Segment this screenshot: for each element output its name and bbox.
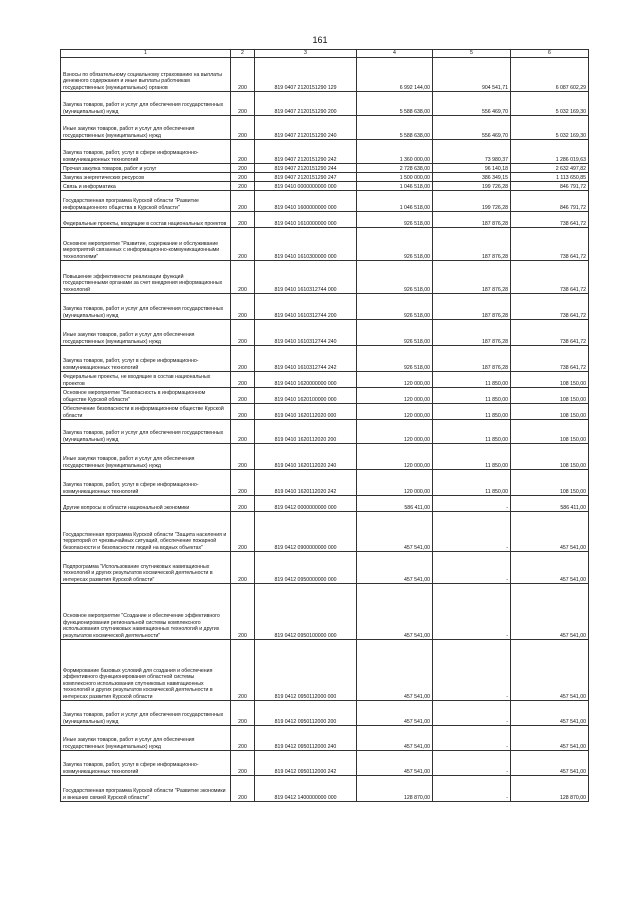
- row-line-code-cell: 200: [231, 140, 255, 164]
- row-unexecuted-cell: 738 641,72: [511, 294, 589, 320]
- row-line-code-cell: 200: [231, 346, 255, 372]
- row-budget-code-cell: 819 0407 2120151290 247: [255, 173, 357, 182]
- row-budget-code-cell: 819 0412 0950112000 000: [255, 640, 357, 701]
- row-name-cell: Формирование базовых условий для создания и обеспечения эффективного функционирования областной системы комплексного использования спутниковых навигационных технологий и других результатов космической деятельности в интересах развития Курской области: [61, 640, 231, 701]
- row-approved-cell: 120 000,00: [357, 388, 433, 404]
- row-approved-cell: 457 541,00: [357, 552, 433, 584]
- row-budget-code-cell: 819 0407 2120151290 129: [255, 58, 357, 92]
- row-approved-cell: 1 046 518,00: [357, 182, 433, 191]
- row-name-cell: Закупка энергетических ресурсов: [61, 173, 231, 182]
- row-executed-cell: 187 876,28: [433, 294, 511, 320]
- row-unexecuted-cell: 846 791,72: [511, 191, 589, 212]
- row-line-code-cell: 200: [231, 320, 255, 346]
- row-executed-cell: -: [433, 701, 511, 726]
- row-line-code-cell: 200: [231, 294, 255, 320]
- row-budget-code-cell: 819 0410 1620112020 240: [255, 444, 357, 470]
- row-executed-cell: -: [433, 512, 511, 552]
- row-executed-cell: 556 469,70: [433, 116, 511, 140]
- row-approved-cell: 120 000,00: [357, 444, 433, 470]
- row-budget-code-cell: 819 0410 1610312744 000: [255, 261, 357, 294]
- table-body: [61, 58, 589, 802]
- row-line-code-cell: 200: [231, 701, 255, 726]
- table-row: [61, 294, 589, 320]
- row-name-cell: Иные закупки товаров, работ и услуг для обеспечения государственных (муниципальных) нужд: [61, 726, 231, 751]
- row-executed-cell: 187 876,28: [433, 261, 511, 294]
- column-header: 6: [511, 50, 589, 58]
- table-row: [61, 776, 589, 802]
- row-unexecuted-cell: 738 641,72: [511, 212, 589, 228]
- row-executed-cell: 187 876,28: [433, 212, 511, 228]
- row-executed-cell: 73 980,37: [433, 140, 511, 164]
- row-executed-cell: -: [433, 552, 511, 584]
- row-approved-cell: 2 728 638,00: [357, 164, 433, 173]
- row-name-cell: Государственная программа Курской области "Развитие экономики и внешних связей Курской области": [61, 776, 231, 802]
- row-approved-cell: 120 000,00: [357, 404, 433, 420]
- row-unexecuted-cell: 128 870,00: [511, 776, 589, 802]
- row-executed-cell: 11 850,00: [433, 444, 511, 470]
- table-row: [61, 320, 589, 346]
- table-row: [61, 701, 589, 726]
- row-unexecuted-cell: 457 541,00: [511, 640, 589, 701]
- row-unexecuted-cell: 108 150,00: [511, 372, 589, 388]
- table-row: [61, 191, 589, 212]
- row-name-cell: Взносы по обязательному социальному страхованию на выплаты денежного содержания и иные выплаты работникам государственных (муниципальных) органов: [61, 58, 231, 92]
- table-row: [61, 140, 589, 164]
- row-name-cell: Повышение эффективности реализации функций государственными органами за счет внедрения информационных технологий: [61, 261, 231, 294]
- row-unexecuted-cell: 738 641,72: [511, 228, 589, 261]
- row-unexecuted-cell: 738 641,72: [511, 346, 589, 372]
- row-budget-code-cell: 819 0407 2120151290 242: [255, 140, 357, 164]
- row-approved-cell: 1 360 000,00: [357, 140, 433, 164]
- row-line-code-cell: 200: [231, 173, 255, 182]
- row-name-cell: Закупка товаров, работ и услуг для обеспечения государственных (муниципальных) нужд: [61, 92, 231, 116]
- row-budget-code-cell: 819 0407 2120151290 200: [255, 92, 357, 116]
- row-budget-code-cell: 819 0407 2120151290 240: [255, 116, 357, 140]
- row-approved-cell: 457 541,00: [357, 751, 433, 776]
- column-header: 2: [231, 50, 255, 58]
- row-name-cell: Основное мероприятие "Безопасность в информационном обществе Курской области": [61, 388, 231, 404]
- column-header: 3: [255, 50, 357, 58]
- row-unexecuted-cell: 1 286 019,63: [511, 140, 589, 164]
- row-unexecuted-cell: 5 032 169,30: [511, 116, 589, 140]
- row-line-code-cell: 200: [231, 584, 255, 640]
- column-header: 1: [61, 50, 231, 58]
- row-approved-cell: 926 518,00: [357, 261, 433, 294]
- row-executed-cell: 96 140,18: [433, 164, 511, 173]
- row-unexecuted-cell: 457 541,00: [511, 552, 589, 584]
- row-approved-cell: 6 992 144,00: [357, 58, 433, 92]
- row-approved-cell: 1 046 518,00: [357, 191, 433, 212]
- row-line-code-cell: 200: [231, 640, 255, 701]
- row-line-code-cell: 200: [231, 372, 255, 388]
- table-row: [61, 470, 589, 496]
- row-executed-cell: -: [433, 496, 511, 512]
- row-approved-cell: 457 541,00: [357, 640, 433, 701]
- row-name-cell: Основное мероприятие "Создание и обеспечение эффективного функционирования региональной системы комплексного использования спутниковых навигационных технологий и других результатов космической деятельности": [61, 584, 231, 640]
- table-row: [61, 640, 589, 701]
- row-budget-code-cell: 819 0410 1610312744 200: [255, 294, 357, 320]
- table-row: [61, 92, 589, 116]
- row-approved-cell: 120 000,00: [357, 420, 433, 444]
- column-header: 5: [433, 50, 511, 58]
- table-row: [61, 164, 589, 173]
- row-line-code-cell: 200: [231, 470, 255, 496]
- row-approved-cell: 926 518,00: [357, 212, 433, 228]
- row-unexecuted-cell: 108 150,00: [511, 388, 589, 404]
- row-name-cell: Подпрограмма "Использование спутниковых навигационных технологий и других результатов космической деятельности в интересах развития Курской области": [61, 552, 231, 584]
- row-budget-code-cell: 819 0407 2120151290 244: [255, 164, 357, 173]
- row-approved-cell: 926 518,00: [357, 228, 433, 261]
- row-name-cell: Государственная программа Курской области "Защита населения и территорий от чрезвычайных ситуаций, обеспечение пожарной безопасности и безопасности людей на водных объектах": [61, 512, 231, 552]
- row-name-cell: Связь и информатика: [61, 182, 231, 191]
- row-budget-code-cell: 819 0412 0950100000 000: [255, 584, 357, 640]
- row-budget-code-cell: 819 0412 0000000000 000: [255, 496, 357, 512]
- row-budget-code-cell: 819 0410 1620100000 000: [255, 388, 357, 404]
- row-line-code-cell: 200: [231, 552, 255, 584]
- row-executed-cell: 11 850,00: [433, 470, 511, 496]
- row-unexecuted-cell: 108 150,00: [511, 470, 589, 496]
- row-line-code-cell: 200: [231, 212, 255, 228]
- row-unexecuted-cell: 457 541,00: [511, 726, 589, 751]
- row-executed-cell: 199 726,28: [433, 182, 511, 191]
- row-budget-code-cell: 819 0410 1620112020 200: [255, 420, 357, 444]
- table-row: [61, 173, 589, 182]
- row-line-code-cell: 200: [231, 261, 255, 294]
- row-executed-cell: 187 876,28: [433, 346, 511, 372]
- row-approved-cell: 926 518,00: [357, 346, 433, 372]
- row-name-cell: Государственная программа Курской области "Развитие информационного общества в Курской области": [61, 191, 231, 212]
- row-unexecuted-cell: 108 150,00: [511, 420, 589, 444]
- row-line-code-cell: 200: [231, 182, 255, 191]
- row-line-code-cell: 200: [231, 751, 255, 776]
- row-name-cell: Федеральные проекты, входящие в состав национальных проектов: [61, 212, 231, 228]
- row-name-cell: Закупка товаров, работ, услуг в сфере информационно-коммуникационных технологий: [61, 346, 231, 372]
- table-row: [61, 751, 589, 776]
- table-row: [61, 496, 589, 512]
- row-name-cell: Иные закупки товаров, работ и услуг для обеспечения государственных (муниципальных) нужд: [61, 320, 231, 346]
- row-budget-code-cell: 819 0410 1610312744 242: [255, 346, 357, 372]
- row-name-cell: Закупка товаров, работ, услуг в сфере информационно-коммуникационных технологий: [61, 140, 231, 164]
- row-unexecuted-cell: 846 791,72: [511, 182, 589, 191]
- row-approved-cell: 5 588 638,00: [357, 92, 433, 116]
- row-executed-cell: 187 876,28: [433, 320, 511, 346]
- row-approved-cell: 926 518,00: [357, 294, 433, 320]
- row-unexecuted-cell: 6 087 602,29: [511, 58, 589, 92]
- row-line-code-cell: 200: [231, 404, 255, 420]
- row-approved-cell: 457 541,00: [357, 726, 433, 751]
- row-name-cell: Закупка товаров, работ и услуг для обеспечения государственных (муниципальных) нужд: [61, 420, 231, 444]
- row-budget-code-cell: 819 0412 1400000000 000: [255, 776, 357, 802]
- row-budget-code-cell: 819 0410 1620112020 242: [255, 470, 357, 496]
- row-executed-cell: 11 850,00: [433, 388, 511, 404]
- row-name-cell: Иные закупки товаров, работ и услуг для обеспечения государственных (муниципальных) нужд: [61, 444, 231, 470]
- row-line-code-cell: 200: [231, 496, 255, 512]
- row-line-code-cell: 200: [231, 228, 255, 261]
- row-budget-code-cell: 819 0410 1610300000 000: [255, 228, 357, 261]
- row-budget-code-cell: 819 0410 1620000000 000: [255, 372, 357, 388]
- table-row: [61, 212, 589, 228]
- row-approved-cell: 1 500 000,00: [357, 173, 433, 182]
- row-approved-cell: 457 541,00: [357, 512, 433, 552]
- row-unexecuted-cell: 457 541,00: [511, 751, 589, 776]
- row-line-code-cell: 200: [231, 512, 255, 552]
- row-executed-cell: -: [433, 726, 511, 751]
- row-unexecuted-cell: 457 541,00: [511, 584, 589, 640]
- row-executed-cell: 199 726,28: [433, 191, 511, 212]
- page-number: 161: [312, 35, 328, 45]
- row-approved-cell: 128 870,00: [357, 776, 433, 802]
- row-name-cell: Закупка товаров, работ, услуг в сфере информационно-коммуникационных технологий: [61, 470, 231, 496]
- row-unexecuted-cell: 586 411,00: [511, 496, 589, 512]
- row-executed-cell: 11 850,00: [433, 372, 511, 388]
- row-executed-cell: 904 541,71: [433, 58, 511, 92]
- table-row: [61, 512, 589, 552]
- row-name-cell: Закупка товаров, работ и услуг для обеспечения государственных (муниципальных) нужд: [61, 701, 231, 726]
- row-approved-cell: 457 541,00: [357, 584, 433, 640]
- table-row: [61, 116, 589, 140]
- row-budget-code-cell: 819 0410 1600000000 000: [255, 191, 357, 212]
- table-row: [61, 388, 589, 404]
- row-executed-cell: -: [433, 640, 511, 701]
- table-row: [61, 726, 589, 751]
- row-line-code-cell: 200: [231, 58, 255, 92]
- column-header: 4: [357, 50, 433, 58]
- row-name-cell: Основное мероприятие "Развитие, содержание и обслуживание мероприятий связанных с информационно-коммуникационными технологиями": [61, 228, 231, 261]
- row-line-code-cell: 200: [231, 726, 255, 751]
- row-executed-cell: -: [433, 751, 511, 776]
- row-budget-code-cell: 819 0412 0950112000 240: [255, 726, 357, 751]
- table-row: [61, 228, 589, 261]
- table-row: [61, 444, 589, 470]
- table-row: [61, 552, 589, 584]
- table-row: [61, 584, 589, 640]
- table-row: [61, 420, 589, 444]
- table-row: [61, 261, 589, 294]
- row-unexecuted-cell: 5 032 169,30: [511, 92, 589, 116]
- row-line-code-cell: 200: [231, 92, 255, 116]
- row-executed-cell: -: [433, 584, 511, 640]
- row-approved-cell: 120 000,00: [357, 470, 433, 496]
- row-name-cell: Закупка товаров, работ и услуг для обеспечения государственных (муниципальных) нужд: [61, 294, 231, 320]
- table-header-row: [61, 50, 589, 58]
- row-unexecuted-cell: 108 150,00: [511, 404, 589, 420]
- row-executed-cell: 187 876,28: [433, 228, 511, 261]
- row-line-code-cell: 200: [231, 191, 255, 212]
- row-executed-cell: 386 349,15: [433, 173, 511, 182]
- row-line-code-cell: 200: [231, 116, 255, 140]
- row-budget-code-cell: 819 0412 0950112000 242: [255, 751, 357, 776]
- row-budget-code-cell: 819 0410 1620112020 000: [255, 404, 357, 420]
- row-executed-cell: 11 850,00: [433, 420, 511, 444]
- budget-table: [60, 49, 589, 802]
- row-line-code-cell: 200: [231, 164, 255, 173]
- row-approved-cell: 457 541,00: [357, 701, 433, 726]
- row-name-cell: Закупка товаров, работ, услуг в сфере информационно-коммуникационных технологий: [61, 751, 231, 776]
- row-approved-cell: 120 000,00: [357, 372, 433, 388]
- row-budget-code-cell: 819 0412 0950000000 000: [255, 552, 357, 584]
- row-executed-cell: 556 469,70: [433, 92, 511, 116]
- row-unexecuted-cell: 457 541,00: [511, 512, 589, 552]
- row-unexecuted-cell: 738 641,72: [511, 261, 589, 294]
- row-line-code-cell: 200: [231, 444, 255, 470]
- row-line-code-cell: 200: [231, 388, 255, 404]
- table-row: [61, 58, 589, 92]
- row-unexecuted-cell: 2 632 497,82: [511, 164, 589, 173]
- row-budget-code-cell: 819 0410 1610312744 240: [255, 320, 357, 346]
- row-executed-cell: -: [433, 776, 511, 802]
- row-approved-cell: 5 588 638,00: [357, 116, 433, 140]
- table-row: [61, 404, 589, 420]
- table-row: [61, 372, 589, 388]
- table-row: [61, 346, 589, 372]
- row-budget-code-cell: 819 0412 0900000000 000: [255, 512, 357, 552]
- row-name-cell: Обеспечение безопасности в информационном обществе Курской области: [61, 404, 231, 420]
- row-name-cell: Иные закупки товаров, работ и услуг для обеспечения государственных (муниципальных) нужд: [61, 116, 231, 140]
- row-unexecuted-cell: 1 113 650,85: [511, 173, 589, 182]
- row-unexecuted-cell: 108 150,00: [511, 444, 589, 470]
- row-unexecuted-cell: 738 641,72: [511, 320, 589, 346]
- row-budget-code-cell: 819 0410 1610000000 000: [255, 212, 357, 228]
- row-line-code-cell: 200: [231, 776, 255, 802]
- row-line-code-cell: 200: [231, 420, 255, 444]
- row-budget-code-cell: 819 0412 0950112000 200: [255, 701, 357, 726]
- row-approved-cell: 926 518,00: [357, 320, 433, 346]
- table-row: [61, 182, 589, 191]
- row-budget-code-cell: 819 0410 0000000000 000: [255, 182, 357, 191]
- row-unexecuted-cell: 457 541,00: [511, 701, 589, 726]
- row-name-cell: Федеральные проекты, не входящие в состав национальных проектов: [61, 372, 231, 388]
- row-executed-cell: 11 850,00: [433, 404, 511, 420]
- row-name-cell: Другие вопросы в области национальной экономики: [61, 496, 231, 512]
- row-name-cell: Прочая закупка товаров, работ и услуг: [61, 164, 231, 173]
- row-approved-cell: 586 411,00: [357, 496, 433, 512]
